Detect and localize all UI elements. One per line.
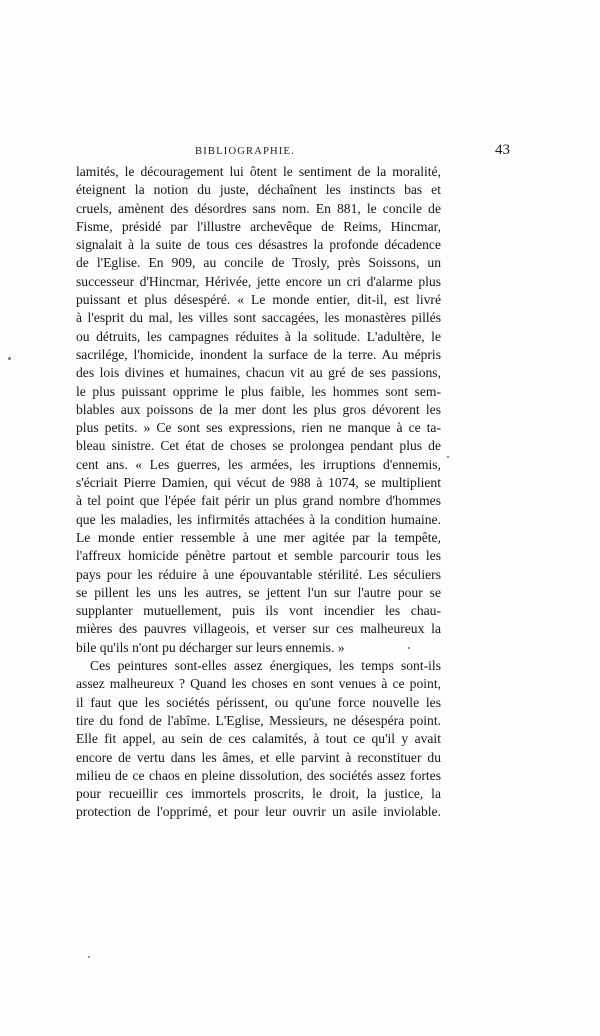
text-line: ou détruits, les campagnes réduites à la solitude. L'adultère, le bbox=[76, 328, 441, 344]
text-line: s'écriait Pierre Damien, qui vécut de 988 à 1074, se multiplient bbox=[76, 475, 441, 491]
text-line: bile qu'ils n'ont pu décharger sur leurs ennemis. » bbox=[76, 639, 345, 655]
text-line: Le monde entier ressemble à une mer agitée par la tempête, bbox=[76, 529, 441, 545]
text-line: cent ans. « Les guerres, les armées, les irruptions d'ennemis, bbox=[76, 456, 441, 472]
text-line: blables aux poissons de la mer dont les plus gros dévorent les bbox=[76, 401, 441, 417]
ink-speck bbox=[88, 956, 90, 958]
running-head bbox=[60, 142, 510, 162]
text-line: sacrilége, l'homicide, inondent la surface de la terre. Au mépris bbox=[76, 346, 441, 362]
ink-speck bbox=[8, 357, 11, 360]
text-line: à tel point que l'épée fait périr un plus grand nombre d'hommes bbox=[76, 493, 441, 509]
text-line: assez malheureux ? Quand les choses en sont venues à ce point, bbox=[76, 676, 441, 692]
text-line: à l'esprit du mal, les villes sont saccagées, les monastères pillés bbox=[76, 310, 441, 326]
text-line: pour recueillir ces immortels proscrits, le droit, la justice, la bbox=[76, 786, 441, 802]
body-text bbox=[76, 163, 441, 822]
text-line: Fisme, présidé par l'illustre archevêque de Reims, Hincmar, bbox=[76, 218, 441, 234]
text-line: Ces peintures sont-elles assez énergiques, les temps sont-ils bbox=[90, 658, 441, 674]
text-line: plus petits. » Ce sont ses expressions, rien ne manque à ce ta- bbox=[76, 420, 441, 436]
text-line: bleau sinistre. Cet état de choses se prolongea pendant plus de bbox=[76, 438, 441, 454]
page-number: 43 bbox=[495, 142, 510, 158]
text-line: supplanter mutuellement, puis ils vont incendier les chau- bbox=[76, 603, 441, 619]
text-line: cruels, amènent des désordres sans nom. En 881, le concile de bbox=[76, 200, 441, 216]
text-line: encore de vertu dans les âmes, et elle parvint à reconstituer du bbox=[76, 749, 441, 765]
text-line: l'affreux homicide pénètre partout et semble parcourir tous les bbox=[76, 548, 441, 564]
text-line: mières des pauvres villageois, et verser sur ces malheureux la bbox=[76, 621, 441, 637]
text-line: tire du fond de l'abîme. L'Eglise, Messieurs, ne désespéra point. bbox=[76, 712, 441, 728]
text-line: milieu de ce chaos en pleine dissolution, des sociétés assez fortes bbox=[76, 767, 441, 783]
text-line: puissant et plus désespéré. « Le monde entier, dit-il, est livré bbox=[76, 292, 441, 308]
text-line: lamités, le découragement lui ôtent le sentiment de la moralité, bbox=[76, 164, 441, 179]
text-line: successeur d'Hincmar, Hérivée, jette encore un cri d'alarme plus bbox=[76, 273, 441, 289]
text-line: protection de l'opprimé, et pour leur ouvrir un asile inviolable. bbox=[76, 804, 441, 820]
text-line: signalait à la suite de tous ces désastres la profonde décadence bbox=[76, 237, 441, 253]
text-line: des lois divines et humaines, chacun vit au gré de ses passions, bbox=[76, 365, 441, 381]
text-line: le plus puissant opprime le plus faible, les hommes sont sem- bbox=[76, 383, 441, 399]
text-line: pays pour les réduire à une épouvantable stérilité. Les séculiers bbox=[76, 566, 441, 582]
text-line: il faut que les sociétés périssent, ou qu'une force nouvelle les bbox=[76, 694, 441, 710]
text-line: de l'Eglise. En 909, au concile de Trosly, près Soissons, un bbox=[76, 255, 441, 271]
paragraph bbox=[76, 163, 441, 657]
paragraph bbox=[76, 657, 441, 822]
text-line: éteignent la notion du juste, déchaînent les instincts bas et bbox=[76, 182, 441, 198]
text-line: se pillent les uns les autres, se jettent l'un sur l'autre pour se bbox=[76, 584, 441, 600]
text-line: que les maladies, les infirmités attachées à la condition humaine. bbox=[76, 511, 441, 527]
ink-speck bbox=[408, 647, 410, 649]
text-line: Elle fit appel, au sein de ces calamités, à tout ce qu'il y avait bbox=[76, 731, 441, 747]
ink-speck bbox=[447, 456, 449, 458]
running-title: BIBLIOGRAPHIE. bbox=[195, 146, 295, 157]
